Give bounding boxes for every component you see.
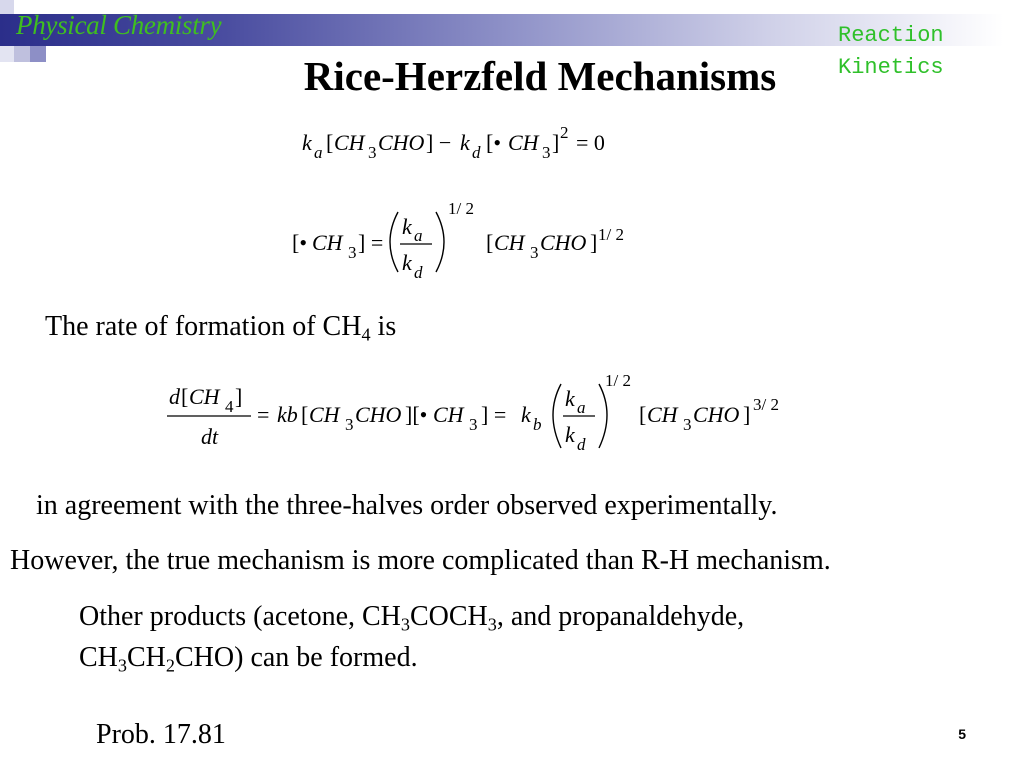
op1-s2: 3 bbox=[487, 614, 497, 635]
other-products-line2 bbox=[79, 639, 418, 677]
op2-s2: 2 bbox=[165, 655, 175, 676]
svg-text:d: d bbox=[169, 384, 180, 409]
svg-text:[: [ bbox=[301, 402, 309, 427]
section-label-line2: Kinetics bbox=[838, 55, 944, 80]
op2-c: CHO) can be formed. bbox=[175, 642, 418, 673]
rate-intro-prefix: The rate of formation of CH bbox=[45, 311, 362, 342]
agreement-text: in agreement with the three-halves order observed experimentally. bbox=[36, 490, 778, 521]
svg-text:3: 3 bbox=[368, 143, 377, 162]
svg-text:4: 4 bbox=[225, 397, 234, 416]
section-label-line1: Reaction bbox=[838, 23, 944, 48]
svg-text:dt: dt bbox=[201, 424, 219, 449]
svg-text:CH: CH bbox=[189, 384, 220, 409]
svg-text:3: 3 bbox=[530, 243, 539, 262]
rate-intro-suffix: is bbox=[370, 311, 397, 342]
svg-text:k: k bbox=[565, 386, 575, 411]
svg-text:kb: kb bbox=[277, 402, 298, 427]
course-brand: Physical Chemistry bbox=[16, 10, 222, 40]
svg-text:]: ] bbox=[235, 384, 243, 409]
svg-text:k: k bbox=[565, 422, 575, 447]
svg-text:CH: CH bbox=[312, 230, 343, 255]
rate-intro-sub: 4 bbox=[361, 324, 371, 345]
op1-c: , and propanaldehyde, bbox=[496, 601, 745, 632]
rate-intro-text bbox=[45, 308, 396, 346]
svg-text:CH: CH bbox=[433, 402, 464, 427]
svg-text:b: b bbox=[533, 415, 542, 434]
svg-text:[: [ bbox=[181, 384, 189, 409]
op1-a: Other products (acetone, CH bbox=[79, 601, 401, 632]
svg-text:CH: CH bbox=[647, 402, 678, 427]
equation-methane-rate bbox=[165, 370, 825, 468]
svg-text:]: ] bbox=[743, 402, 751, 427]
svg-text:][•: ][• bbox=[405, 402, 428, 427]
equation-radical-concentration bbox=[290, 198, 650, 294]
op1-b: COCH bbox=[409, 601, 488, 632]
mechanism-note: However, the true mechanism is more complicated than R-H mechanism. bbox=[10, 545, 831, 576]
problem-reference: Prob. 17.81 bbox=[96, 719, 226, 750]
svg-text:= 0: = 0 bbox=[576, 130, 605, 155]
svg-text:a: a bbox=[314, 143, 323, 162]
svg-text:d: d bbox=[577, 435, 586, 454]
svg-text:d: d bbox=[472, 143, 481, 162]
svg-text:[: [ bbox=[326, 130, 334, 155]
op2-b: CH bbox=[127, 642, 166, 673]
svg-text:CH: CH bbox=[334, 130, 365, 155]
svg-text:k: k bbox=[302, 130, 312, 155]
svg-text:d: d bbox=[414, 263, 423, 282]
svg-text:3: 3 bbox=[683, 415, 692, 434]
other-products-line1 bbox=[79, 598, 744, 636]
svg-text:1/ 2: 1/ 2 bbox=[598, 225, 624, 244]
svg-text:CH: CH bbox=[508, 130, 539, 155]
svg-text:k: k bbox=[402, 250, 412, 275]
svg-text:CHO: CHO bbox=[378, 130, 425, 155]
svg-text:1/ 2: 1/ 2 bbox=[448, 199, 474, 218]
slide-title: Rice-Herzfeld Mechanisms bbox=[303, 53, 777, 99]
op2-a: CH bbox=[79, 642, 118, 673]
svg-text:CH: CH bbox=[494, 230, 525, 255]
corner-square bbox=[0, 0, 14, 14]
svg-text:CHO: CHO bbox=[693, 402, 740, 427]
svg-text:] −: ] − bbox=[426, 130, 452, 155]
op2-s1: 3 bbox=[117, 655, 127, 676]
svg-text:1/ 2: 1/ 2 bbox=[605, 371, 631, 390]
svg-text:3: 3 bbox=[469, 415, 478, 434]
svg-text:k: k bbox=[521, 402, 531, 427]
svg-text:3: 3 bbox=[542, 143, 551, 162]
svg-text:] =: ] = bbox=[358, 230, 384, 255]
svg-text:] =: ] = bbox=[481, 402, 507, 427]
svg-text:=: = bbox=[257, 402, 270, 427]
svg-text:a: a bbox=[577, 398, 586, 417]
svg-text:CH: CH bbox=[309, 402, 340, 427]
svg-text:]: ] bbox=[552, 130, 560, 155]
svg-text:[•: [• bbox=[292, 230, 308, 255]
svg-text:k: k bbox=[402, 214, 412, 239]
svg-text:k: k bbox=[460, 130, 470, 155]
svg-text:]: ] bbox=[590, 230, 598, 255]
svg-text:CHO: CHO bbox=[355, 402, 402, 427]
svg-text:CHO: CHO bbox=[540, 230, 587, 255]
equation-steady-state bbox=[300, 123, 640, 174]
op1-s1: 3 bbox=[400, 614, 410, 635]
svg-text:3: 3 bbox=[345, 415, 354, 434]
svg-text:a: a bbox=[414, 226, 423, 245]
svg-text:[: [ bbox=[486, 230, 494, 255]
svg-text:3: 3 bbox=[348, 243, 357, 262]
svg-text:[: [ bbox=[639, 402, 647, 427]
svg-text:[•: [• bbox=[486, 130, 502, 155]
page-number: 5 bbox=[958, 726, 966, 742]
svg-text:3/ 2: 3/ 2 bbox=[753, 395, 779, 414]
svg-text:2: 2 bbox=[560, 123, 569, 142]
